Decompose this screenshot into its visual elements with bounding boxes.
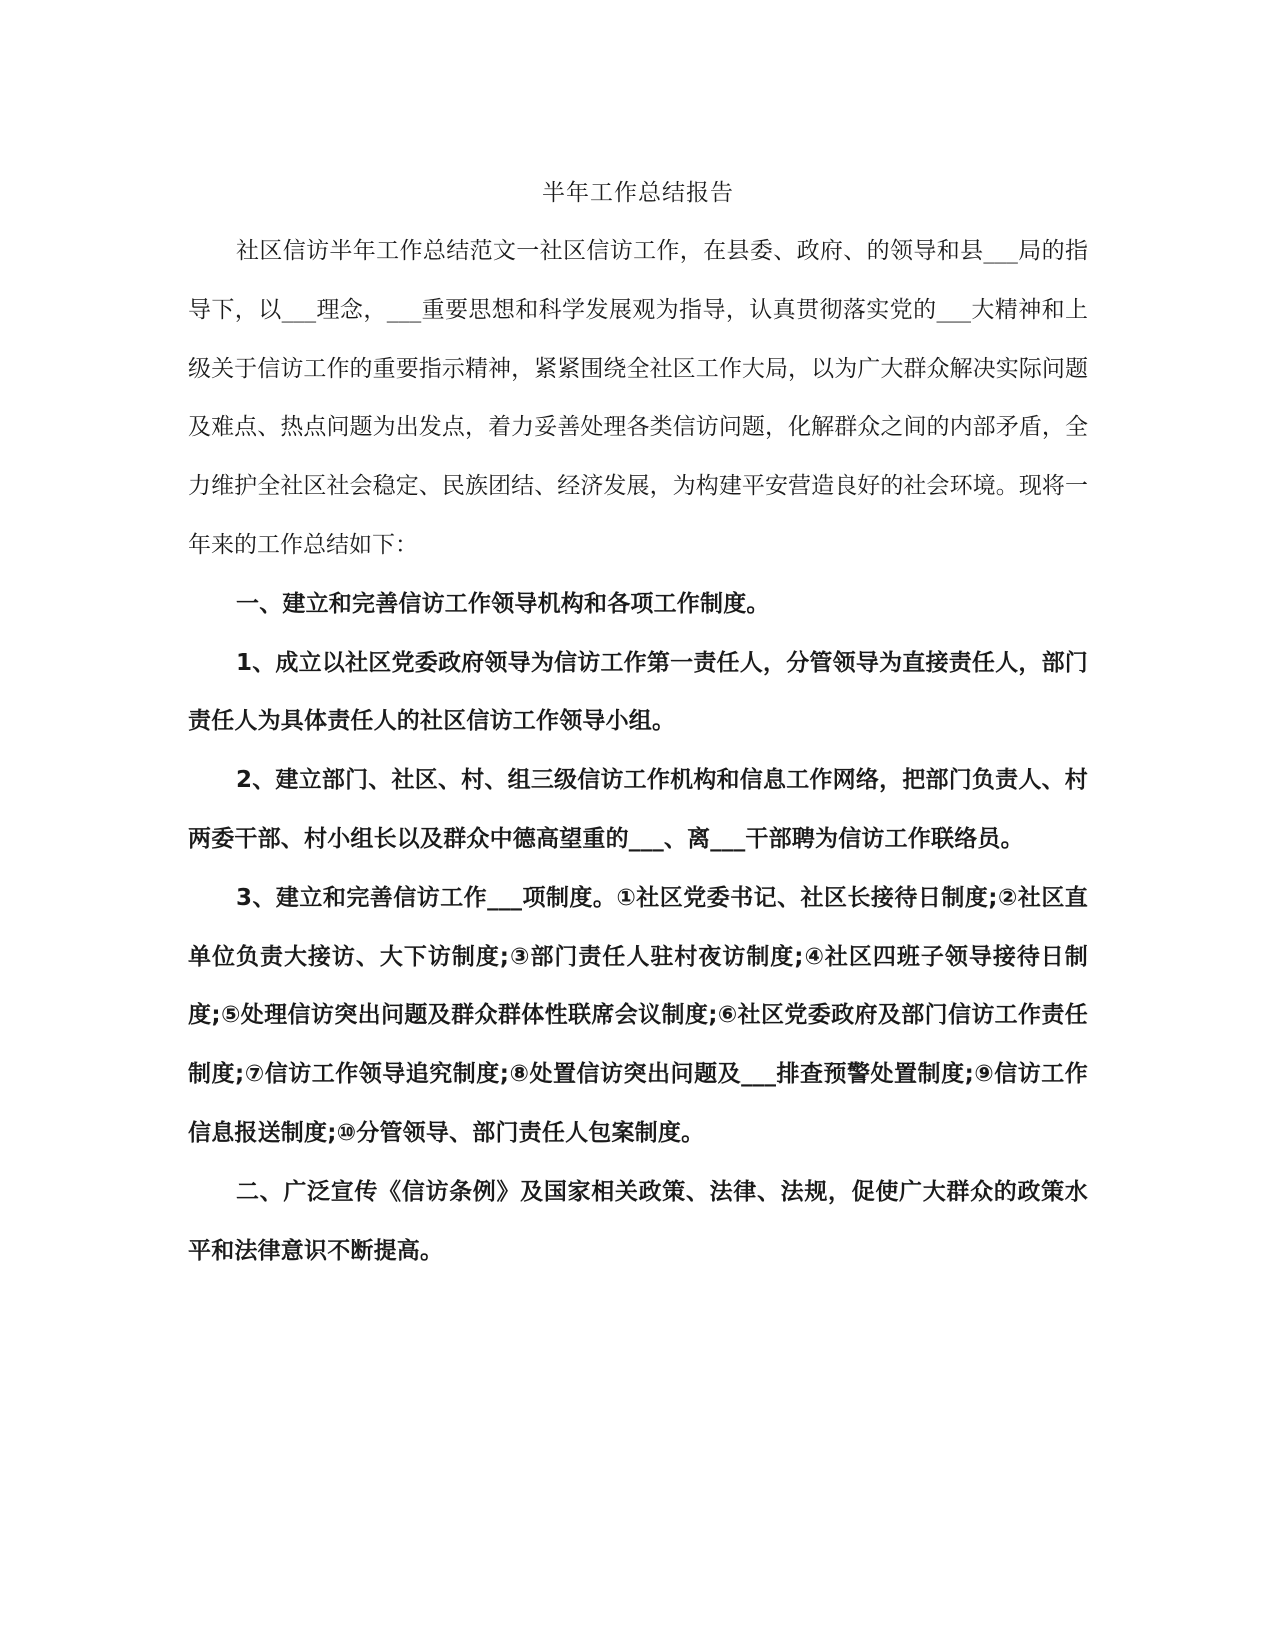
section-one-item-2: 2、建立部门、社区、村、组三级信访工作机构和信息工作网络，把部门负责人、村两委干部、村小组长以及群众中德高望重的___、离___干部聘为信访工作联络员。 [188,767,1088,852]
section-two-heading: 二、广泛宣传《信访条例》及国家相关政策、法律、法规，促使广大群众的政策水平和法律意识不断提高。 [188,1178,1088,1264]
section-one-item-3: 3、建立和完善信访工作___项制度。①社区党委书记、社区长接待日制度;②社区直单位负责大接访、大下访制度;③部门责任人驻村夜访制度;④社区四班子领导接待日制度;⑤处理信访突出问题及群众群体性联席会议制度;⑥社区党委政府及部门信访工作责任制度;⑦信访工作领导追究制度;⑧处置信访突出问题及___排查预警处置制度;⑨信访工作信息报送制度;⑩分管领导、部门责任人包案制度。 [188,884,1088,1146]
document-title: 半年工作总结报告 [542,180,734,206]
intro-paragraph: 社区信访半年工作总结范文一社区信访工作，在县委、政府、的领导和县___局的指导下，以___理念，___重要思想和科学发展观为指导，认真贯彻落实党的___大精神和上级关于信访工作的重要指示精神，紧紧围绕全社区工作大局，以为广大群众解决实际问题及难点、热点问题为出发点，着力妥善处理各类信访问题，化解群众之间的内部矛盾，全力维护全社区社会稳定、民族团结、经济发展，为构建平安营造良好的社会环境。现将一年来的工作总结如下： [188,238,1088,558]
document-body [188,164,1088,1280]
section-one-item-1: 1、成立以社区党委政府领导为信访工作第一责任人，分管领导为直接责任人，部门责任人为具体责任人的社区信访工作领导小组。 [188,649,1088,735]
section-one-heading: 一、建立和完善信访工作领导机构和各项工作制度。 [236,590,770,617]
